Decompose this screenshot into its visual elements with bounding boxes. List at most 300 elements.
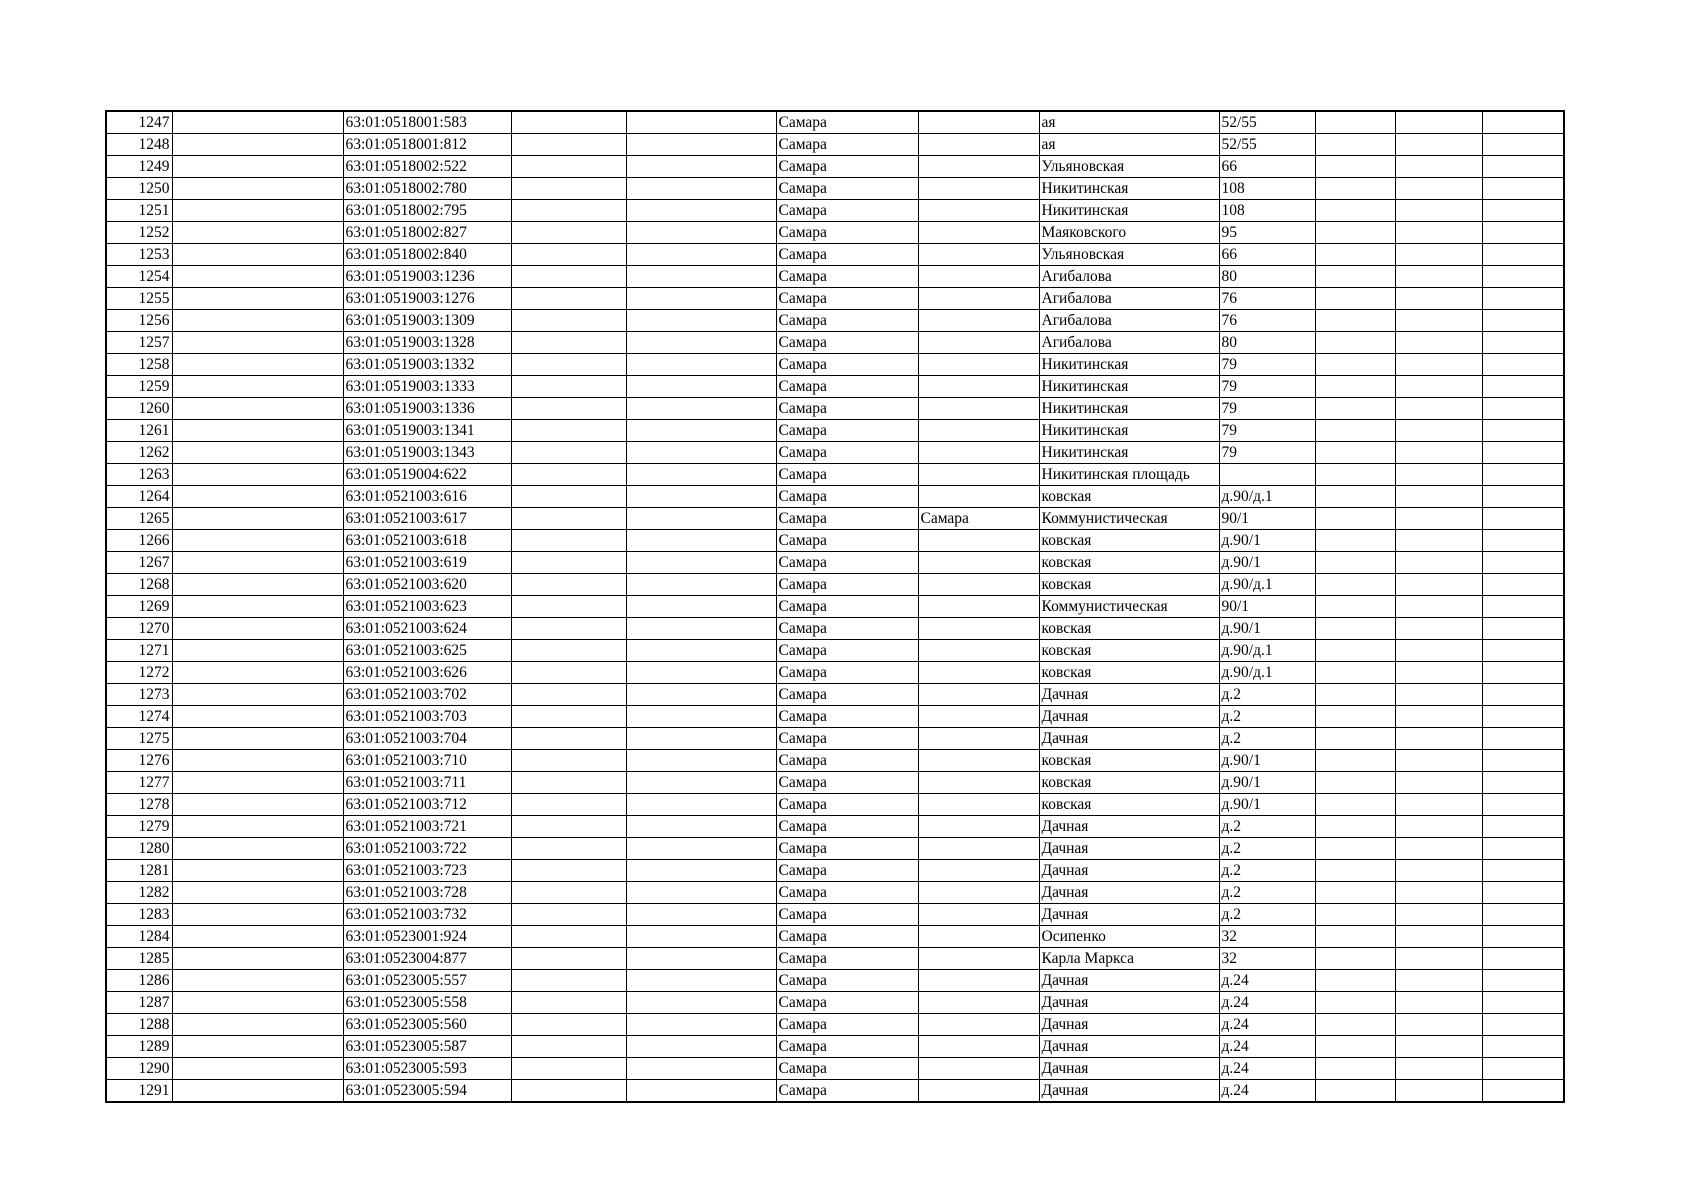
locality-cell (918, 486, 1039, 508)
street-cell: Дачная (1039, 1036, 1219, 1058)
house-cell: 108 (1219, 200, 1315, 222)
street-cell: Дачная (1039, 838, 1219, 860)
cadastral-number-cell: 63:01:0518002:522 (343, 156, 511, 178)
row-number-cell: 1258 (106, 354, 172, 376)
empty-cell-b (172, 310, 343, 332)
city-cell: Самара (776, 508, 918, 530)
empty-cell-j (1315, 354, 1395, 376)
empty-cell-b (172, 706, 343, 728)
table-row (106, 134, 1564, 156)
house-cell: 80 (1219, 332, 1315, 354)
locality-cell (918, 728, 1039, 750)
city-cell: Самара (776, 1080, 918, 1103)
house-cell: д.2 (1219, 728, 1315, 750)
empty-cell-e (626, 882, 776, 904)
empty-cell-e (626, 464, 776, 486)
empty-cell-l (1482, 376, 1564, 398)
empty-cell-b (172, 750, 343, 772)
house-cell: д.2 (1219, 838, 1315, 860)
empty-cell-k (1395, 376, 1482, 398)
house-cell: 80 (1219, 266, 1315, 288)
empty-cell-j (1315, 200, 1395, 222)
city-cell: Самара (776, 750, 918, 772)
city-cell: Самара (776, 1036, 918, 1058)
empty-cell-e (626, 662, 776, 684)
street-cell: ая (1039, 111, 1219, 134)
empty-cell-k (1395, 398, 1482, 420)
row-number-cell: 1276 (106, 750, 172, 772)
empty-cell-k (1395, 310, 1482, 332)
row-number-cell: 1262 (106, 442, 172, 464)
city-cell: Самара (776, 464, 918, 486)
locality-cell (918, 398, 1039, 420)
house-cell: 76 (1219, 310, 1315, 332)
empty-cell-b (172, 398, 343, 420)
locality-cell (918, 1080, 1039, 1103)
empty-cell-d (511, 1036, 626, 1058)
empty-cell-j (1315, 442, 1395, 464)
empty-cell-e (626, 772, 776, 794)
empty-cell-d (511, 530, 626, 552)
locality-cell (918, 926, 1039, 948)
row-number-cell: 1251 (106, 200, 172, 222)
house-cell: д.90/д.1 (1219, 486, 1315, 508)
empty-cell-b (172, 882, 343, 904)
street-cell: Агибалова (1039, 266, 1219, 288)
empty-cell-j (1315, 816, 1395, 838)
empty-cell-j (1315, 772, 1395, 794)
empty-cell-d (511, 794, 626, 816)
locality-cell (918, 772, 1039, 794)
empty-cell-d (511, 970, 626, 992)
table-row (106, 156, 1564, 178)
empty-cell-j (1315, 156, 1395, 178)
locality-cell (918, 134, 1039, 156)
city-cell: Самара (776, 156, 918, 178)
house-cell: д.90/1 (1219, 794, 1315, 816)
empty-cell-k (1395, 464, 1482, 486)
empty-cell-d (511, 728, 626, 750)
street-cell: ковская (1039, 640, 1219, 662)
house-cell: д.90/1 (1219, 772, 1315, 794)
cadastral-number-cell: 63:01:0521003:732 (343, 904, 511, 926)
street-cell: Осипенко (1039, 926, 1219, 948)
street-cell: Карла Маркса (1039, 948, 1219, 970)
street-cell: Дачная (1039, 860, 1219, 882)
street-cell: Никитинская площадь (1039, 464, 1219, 486)
row-number-cell: 1279 (106, 816, 172, 838)
empty-cell-l (1482, 178, 1564, 200)
empty-cell-e (626, 618, 776, 640)
empty-cell-l (1482, 508, 1564, 530)
empty-cell-b (172, 200, 343, 222)
empty-cell-e (626, 222, 776, 244)
empty-cell-k (1395, 596, 1482, 618)
cadastral-number-cell: 63:01:0521003:619 (343, 552, 511, 574)
street-cell: ковская (1039, 662, 1219, 684)
table-row (106, 772, 1564, 794)
empty-cell-l (1482, 970, 1564, 992)
city-cell: Самара (776, 684, 918, 706)
locality-cell (918, 970, 1039, 992)
empty-cell-d (511, 464, 626, 486)
row-number-cell: 1261 (106, 420, 172, 442)
row-number-cell: 1274 (106, 706, 172, 728)
city-cell: Самара (776, 618, 918, 640)
cadastral-number-cell: 63:01:0519003:1333 (343, 376, 511, 398)
locality-cell (918, 948, 1039, 970)
empty-cell-b (172, 948, 343, 970)
empty-cell-d (511, 596, 626, 618)
empty-cell-j (1315, 860, 1395, 882)
empty-cell-d (511, 442, 626, 464)
street-cell: Никитинская (1039, 442, 1219, 464)
empty-cell-b (172, 111, 343, 134)
empty-cell-d (511, 332, 626, 354)
row-number-cell: 1275 (106, 728, 172, 750)
empty-cell-b (172, 464, 343, 486)
empty-cell-b (172, 684, 343, 706)
empty-cell-b (172, 442, 343, 464)
empty-cell-l (1482, 640, 1564, 662)
row-number-cell: 1254 (106, 266, 172, 288)
cadastral-number-cell: 63:01:0523005:593 (343, 1058, 511, 1080)
locality-cell (918, 420, 1039, 442)
cadastral-number-cell: 63:01:0521003:702 (343, 684, 511, 706)
empty-cell-b (172, 376, 343, 398)
house-cell: 76 (1219, 288, 1315, 310)
city-cell: Самара (776, 574, 918, 596)
city-cell: Самара (776, 860, 918, 882)
city-cell: Самара (776, 222, 918, 244)
empty-cell-j (1315, 111, 1395, 134)
street-cell: Дачная (1039, 1058, 1219, 1080)
city-cell: Самара (776, 310, 918, 332)
city-cell: Самара (776, 992, 918, 1014)
cadastral-number-cell: 63:01:0519003:1236 (343, 266, 511, 288)
empty-cell-e (626, 111, 776, 134)
empty-cell-k (1395, 1036, 1482, 1058)
table-row (106, 200, 1564, 222)
empty-cell-k (1395, 1080, 1482, 1103)
empty-cell-d (511, 706, 626, 728)
empty-cell-j (1315, 574, 1395, 596)
empty-cell-d (511, 860, 626, 882)
city-cell: Самара (776, 486, 918, 508)
table-row (106, 332, 1564, 354)
empty-cell-d (511, 111, 626, 134)
locality-cell (918, 354, 1039, 376)
empty-cell-k (1395, 530, 1482, 552)
empty-cell-b (172, 904, 343, 926)
empty-cell-e (626, 398, 776, 420)
locality-cell (918, 200, 1039, 222)
city-cell: Самара (776, 1014, 918, 1036)
table-row (106, 354, 1564, 376)
cadastral-number-cell: 63:01:0518002:840 (343, 244, 511, 266)
empty-cell-e (626, 728, 776, 750)
street-cell: ковская (1039, 772, 1219, 794)
empty-cell-e (626, 1080, 776, 1103)
empty-cell-l (1482, 728, 1564, 750)
empty-cell-j (1315, 530, 1395, 552)
house-cell: 90/1 (1219, 508, 1315, 530)
locality-cell (918, 464, 1039, 486)
city-cell: Самара (776, 772, 918, 794)
empty-cell-e (626, 200, 776, 222)
city-cell: Самара (776, 640, 918, 662)
street-cell: ковская (1039, 618, 1219, 640)
city-cell: Самара (776, 442, 918, 464)
city-cell: Самара (776, 926, 918, 948)
empty-cell-l (1482, 398, 1564, 420)
empty-cell-b (172, 354, 343, 376)
empty-cell-k (1395, 332, 1482, 354)
empty-cell-j (1315, 134, 1395, 156)
street-cell: Дачная (1039, 970, 1219, 992)
row-number-cell: 1256 (106, 310, 172, 332)
row-number-cell: 1266 (106, 530, 172, 552)
city-cell: Самара (776, 266, 918, 288)
empty-cell-d (511, 288, 626, 310)
cadastral-number-cell: 63:01:0521003:624 (343, 618, 511, 640)
table-row (106, 508, 1564, 530)
row-number-cell: 1248 (106, 134, 172, 156)
empty-cell-d (511, 310, 626, 332)
table-row (106, 926, 1564, 948)
empty-cell-k (1395, 266, 1482, 288)
city-cell: Самара (776, 838, 918, 860)
empty-cell-e (626, 354, 776, 376)
empty-cell-j (1315, 244, 1395, 266)
empty-cell-l (1482, 111, 1564, 134)
row-number-cell: 1249 (106, 156, 172, 178)
house-cell: 66 (1219, 156, 1315, 178)
empty-cell-b (172, 574, 343, 596)
empty-cell-j (1315, 1058, 1395, 1080)
cadastral-number-cell: 63:01:0519003:1309 (343, 310, 511, 332)
house-cell: д.90/1 (1219, 618, 1315, 640)
empty-cell-j (1315, 420, 1395, 442)
empty-cell-e (626, 926, 776, 948)
street-cell: Коммунистическая (1039, 596, 1219, 618)
empty-cell-d (511, 266, 626, 288)
empty-cell-b (172, 508, 343, 530)
table-row (106, 398, 1564, 420)
locality-cell (918, 442, 1039, 464)
empty-cell-k (1395, 706, 1482, 728)
empty-cell-b (172, 530, 343, 552)
cadastral-number-cell: 63:01:0521003:618 (343, 530, 511, 552)
city-cell: Самара (776, 596, 918, 618)
house-cell: д.90/д.1 (1219, 640, 1315, 662)
empty-cell-l (1482, 948, 1564, 970)
empty-cell-e (626, 816, 776, 838)
locality-cell (918, 750, 1039, 772)
empty-cell-l (1482, 442, 1564, 464)
house-cell: д.2 (1219, 816, 1315, 838)
empty-cell-k (1395, 178, 1482, 200)
empty-cell-b (172, 288, 343, 310)
city-cell: Самара (776, 332, 918, 354)
empty-cell-k (1395, 948, 1482, 970)
table-row (106, 684, 1564, 706)
empty-cell-l (1482, 1080, 1564, 1103)
empty-cell-k (1395, 200, 1482, 222)
empty-cell-k (1395, 288, 1482, 310)
city-cell: Самара (776, 882, 918, 904)
empty-cell-d (511, 398, 626, 420)
city-cell: Самара (776, 398, 918, 420)
table-row (106, 728, 1564, 750)
empty-cell-d (511, 1080, 626, 1103)
document-sheet (105, 110, 1565, 1103)
empty-cell-j (1315, 398, 1395, 420)
empty-cell-e (626, 288, 776, 310)
empty-cell-b (172, 486, 343, 508)
empty-cell-k (1395, 1058, 1482, 1080)
locality-cell (918, 1036, 1039, 1058)
cadastral-number-cell: 63:01:0521003:723 (343, 860, 511, 882)
empty-cell-l (1482, 222, 1564, 244)
row-number-cell: 1263 (106, 464, 172, 486)
cadastral-number-cell: 63:01:0523005:587 (343, 1036, 511, 1058)
locality-cell (918, 662, 1039, 684)
empty-cell-l (1482, 1058, 1564, 1080)
empty-cell-l (1482, 838, 1564, 860)
empty-cell-k (1395, 156, 1482, 178)
row-number-cell: 1253 (106, 244, 172, 266)
locality-cell (918, 904, 1039, 926)
locality-cell (918, 376, 1039, 398)
empty-cell-j (1315, 970, 1395, 992)
row-number-cell: 1270 (106, 618, 172, 640)
empty-cell-l (1482, 354, 1564, 376)
empty-cell-b (172, 618, 343, 640)
empty-cell-d (511, 552, 626, 574)
row-number-cell: 1268 (106, 574, 172, 596)
street-cell: Никитинская (1039, 200, 1219, 222)
empty-cell-l (1482, 464, 1564, 486)
city-cell: Самара (776, 134, 918, 156)
row-number-cell: 1278 (106, 794, 172, 816)
cadastral-number-cell: 63:01:0519003:1332 (343, 354, 511, 376)
row-number-cell: 1286 (106, 970, 172, 992)
empty-cell-e (626, 1036, 776, 1058)
empty-cell-b (172, 420, 343, 442)
city-cell: Самара (776, 948, 918, 970)
empty-cell-j (1315, 266, 1395, 288)
empty-cell-e (626, 750, 776, 772)
table-row (106, 882, 1564, 904)
empty-cell-d (511, 1014, 626, 1036)
empty-cell-j (1315, 596, 1395, 618)
street-cell: Дачная (1039, 816, 1219, 838)
table-row (106, 662, 1564, 684)
empty-cell-l (1482, 420, 1564, 442)
locality-cell (918, 838, 1039, 860)
locality-cell (918, 530, 1039, 552)
row-number-cell: 1259 (106, 376, 172, 398)
house-cell: д.90/1 (1219, 750, 1315, 772)
empty-cell-l (1482, 530, 1564, 552)
empty-cell-j (1315, 222, 1395, 244)
house-cell: д.90/д.1 (1219, 574, 1315, 596)
city-cell: Самара (776, 530, 918, 552)
empty-cell-b (172, 926, 343, 948)
cadastral-number-cell: 63:01:0521003:626 (343, 662, 511, 684)
empty-cell-k (1395, 860, 1482, 882)
cadastral-number-cell: 63:01:0519003:1341 (343, 420, 511, 442)
cadastral-number-cell: 63:01:0523005:560 (343, 1014, 511, 1036)
house-cell: д.24 (1219, 1036, 1315, 1058)
empty-cell-k (1395, 728, 1482, 750)
locality-cell (918, 266, 1039, 288)
locality-cell (918, 1058, 1039, 1080)
city-cell: Самара (776, 376, 918, 398)
cadastral-number-cell: 63:01:0521003:721 (343, 816, 511, 838)
empty-cell-d (511, 618, 626, 640)
street-cell: ковская (1039, 486, 1219, 508)
house-cell: 79 (1219, 442, 1315, 464)
empty-cell-d (511, 816, 626, 838)
table-row (106, 1080, 1564, 1103)
empty-cell-k (1395, 904, 1482, 926)
empty-cell-b (172, 332, 343, 354)
cadastral-number-cell: 63:01:0521003:711 (343, 772, 511, 794)
empty-cell-l (1482, 200, 1564, 222)
empty-cell-j (1315, 464, 1395, 486)
empty-cell-k (1395, 816, 1482, 838)
empty-cell-b (172, 596, 343, 618)
empty-cell-d (511, 178, 626, 200)
empty-cell-b (172, 662, 343, 684)
table-row (106, 1014, 1564, 1036)
empty-cell-j (1315, 178, 1395, 200)
empty-cell-b (172, 640, 343, 662)
empty-cell-l (1482, 1036, 1564, 1058)
empty-cell-b (172, 838, 343, 860)
empty-cell-j (1315, 310, 1395, 332)
house-cell: д.2 (1219, 684, 1315, 706)
empty-cell-e (626, 332, 776, 354)
cadastral-number-cell: 63:01:0519004:622 (343, 464, 511, 486)
row-number-cell: 1277 (106, 772, 172, 794)
street-cell: Дачная (1039, 1080, 1219, 1103)
empty-cell-d (511, 992, 626, 1014)
empty-cell-e (626, 948, 776, 970)
house-cell: 79 (1219, 398, 1315, 420)
house-cell: д.2 (1219, 882, 1315, 904)
row-number-cell: 1252 (106, 222, 172, 244)
table-row (106, 618, 1564, 640)
city-cell: Самара (776, 552, 918, 574)
table-row (106, 1058, 1564, 1080)
empty-cell-j (1315, 992, 1395, 1014)
city-cell: Самара (776, 354, 918, 376)
table-row (106, 310, 1564, 332)
empty-cell-b (172, 244, 343, 266)
cadastral-number-cell: 63:01:0523005:594 (343, 1080, 511, 1103)
locality-cell (918, 640, 1039, 662)
table-row (106, 816, 1564, 838)
empty-cell-e (626, 486, 776, 508)
empty-cell-e (626, 376, 776, 398)
empty-cell-e (626, 156, 776, 178)
empty-cell-k (1395, 794, 1482, 816)
cadastral-number-cell: 63:01:0521003:625 (343, 640, 511, 662)
empty-cell-l (1482, 794, 1564, 816)
